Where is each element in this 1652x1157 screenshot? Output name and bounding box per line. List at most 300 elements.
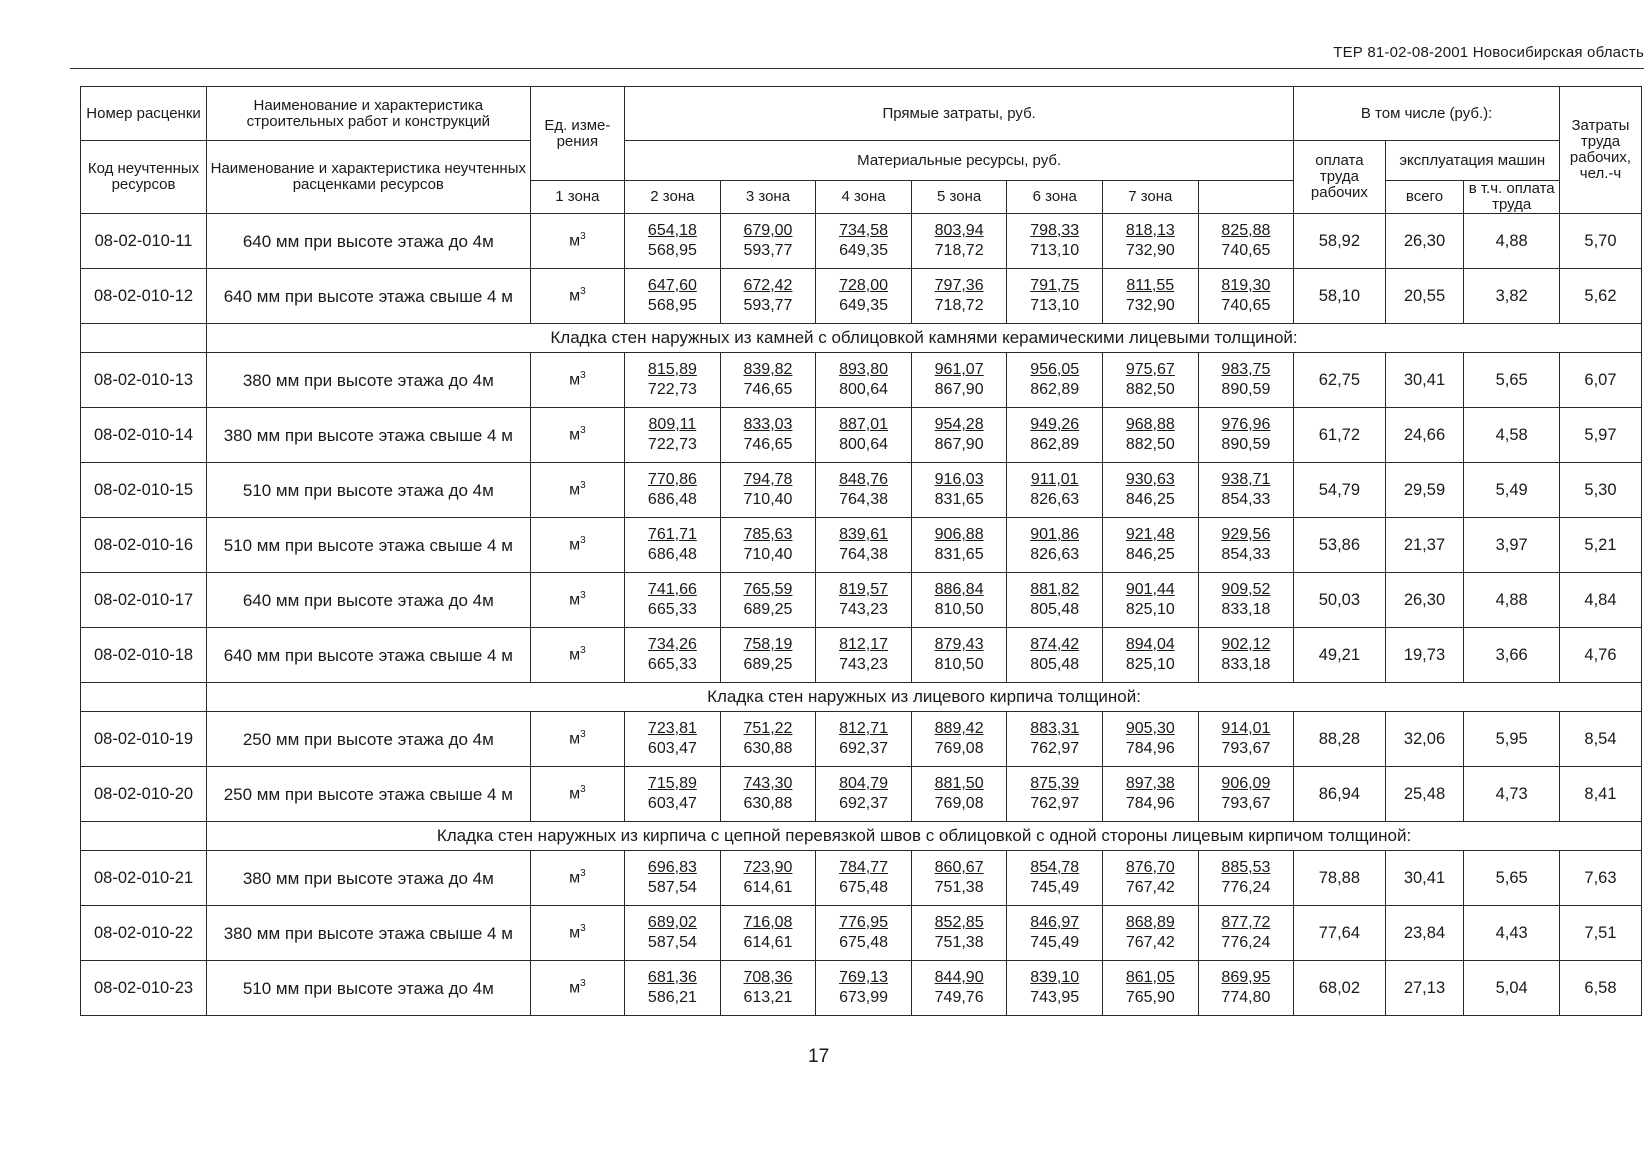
table-row — [81, 214, 1642, 269]
unit-cell — [530, 518, 625, 573]
zone-material-price: 718,72 — [934, 242, 984, 259]
zone-material-price: 713,10 — [1030, 297, 1080, 314]
zone-total-price: 961,07 — [934, 361, 984, 378]
header-labor-costs: Затраты труда рабочих, чел.-ч — [1559, 87, 1641, 214]
labor-pay: 86,94 — [1294, 767, 1385, 822]
zone-price-cell — [816, 906, 912, 961]
zone-material-price: 810,50 — [934, 601, 984, 618]
zone-material-price: 649,35 — [839, 297, 889, 314]
unit-exponent: 3 — [580, 480, 586, 492]
zone-total-price: 883,31 — [1030, 720, 1080, 737]
zone-total-price: 679,00 — [743, 222, 793, 239]
zone-material-price: 862,89 — [1030, 381, 1080, 398]
header-zone: 6 зона — [1007, 181, 1103, 214]
header-rate-number: Номер расценки — [81, 87, 207, 141]
labor-pay: 49,21 — [1294, 628, 1385, 683]
zone-price-cell — [1103, 353, 1199, 408]
zone-material-price: 665,33 — [647, 656, 697, 673]
zone-total-price: 848,76 — [839, 471, 889, 488]
zone-price-cell — [1198, 353, 1294, 408]
labor-costs: 5,30 — [1559, 463, 1641, 518]
zone-price-cell — [625, 573, 721, 628]
zone-total-price: 743,30 — [743, 775, 793, 792]
zone-total-price: 881,50 — [934, 775, 984, 792]
zone-material-price: 745,49 — [1030, 879, 1080, 896]
zone-material-price: 722,73 — [647, 436, 697, 453]
zone-total-price: 874,42 — [1030, 636, 1080, 653]
zone-total-price: 769,13 — [839, 969, 889, 986]
zone-price-cell — [911, 628, 1007, 683]
zone-material-price: 743,23 — [839, 656, 889, 673]
zone-material-price: 746,65 — [743, 436, 793, 453]
zone-material-price: 732,90 — [1125, 242, 1175, 259]
zone-material-price: 614,61 — [743, 934, 793, 951]
zone-material-price: 630,88 — [743, 795, 793, 812]
unit: м — [569, 287, 581, 305]
header-machine-total: всего — [1385, 181, 1464, 214]
zone-material-price: 722,73 — [647, 381, 697, 398]
zone-total-price: 886,84 — [934, 581, 984, 598]
zone-total-price: 909,52 — [1221, 581, 1271, 598]
machine-labor-pay: 3,66 — [1464, 628, 1560, 683]
zone-price-cell — [816, 628, 912, 683]
zone-material-price: 825,10 — [1125, 601, 1175, 618]
zone-price-cell — [1198, 906, 1294, 961]
zone-total-price: 741,66 — [647, 581, 697, 598]
machine-labor-pay: 3,82 — [1464, 269, 1560, 324]
zone-price-cell — [720, 767, 816, 822]
zone-total-price: 968,88 — [1125, 416, 1175, 433]
zone-price-cell — [1198, 269, 1294, 324]
section-header-row — [81, 683, 1642, 712]
unit: м — [569, 979, 581, 997]
zone-price-cell — [625, 353, 721, 408]
header-work-name: Наименование и характеристика строительных работ и конструкций — [207, 87, 531, 141]
zone-price-cell — [911, 851, 1007, 906]
header-zone: 5 зона — [911, 181, 1007, 214]
zone-price-cell — [1103, 851, 1199, 906]
zone-price-cell — [1103, 573, 1199, 628]
unit-exponent: 3 — [580, 535, 586, 547]
rate-code: 08-02-010-15 — [81, 463, 207, 518]
work-description: 380 мм при высоте этажа до 4м — [207, 851, 531, 906]
unit-cell — [530, 767, 625, 822]
zone-total-price: 901,86 — [1030, 526, 1080, 543]
zone-price-cell — [1103, 961, 1199, 1016]
zone-total-price: 798,33 — [1030, 222, 1080, 239]
zone-price-cell — [1103, 906, 1199, 961]
labor-pay: 78,88 — [1294, 851, 1385, 906]
unit-exponent: 3 — [580, 590, 586, 602]
work-description: 640 мм при высоте этажа до 4м — [207, 214, 531, 269]
unit-cell — [530, 961, 625, 1016]
zone-price-cell — [911, 767, 1007, 822]
zone-total-price: 819,30 — [1221, 277, 1271, 294]
zone-total-price: 815,89 — [647, 361, 697, 378]
zone-total-price: 860,67 — [934, 859, 984, 876]
rate-code: 08-02-010-16 — [81, 518, 207, 573]
machine-total: 26,30 — [1385, 214, 1464, 269]
table-row — [81, 573, 1642, 628]
table-row — [81, 353, 1642, 408]
rate-code: 08-02-010-14 — [81, 408, 207, 463]
labor-costs: 4,84 — [1559, 573, 1641, 628]
zone-price-cell — [911, 906, 1007, 961]
zone-price-cell — [720, 712, 816, 767]
zone-material-price: 846,25 — [1125, 491, 1175, 508]
zone-price-cell — [625, 408, 721, 463]
labor-pay: 54,79 — [1294, 463, 1385, 518]
zone-total-price: 921,48 — [1125, 526, 1175, 543]
machine-labor-pay: 5,95 — [1464, 712, 1560, 767]
labor-costs: 4,76 — [1559, 628, 1641, 683]
zone-price-cell — [1007, 408, 1103, 463]
zone-material-price: 769,08 — [934, 795, 984, 812]
work-description: 510 мм при высоте этажа до 4м — [207, 961, 531, 1016]
labor-pay: 62,75 — [1294, 353, 1385, 408]
zone-material-price: 710,40 — [743, 546, 793, 563]
labor-pay: 53,86 — [1294, 518, 1385, 573]
zone-material-price: 776,24 — [1221, 934, 1271, 951]
zone-price-cell — [1198, 851, 1294, 906]
zone-total-price: 672,42 — [743, 277, 793, 294]
zone-price-cell — [1007, 961, 1103, 1016]
zone-price-cell — [816, 767, 912, 822]
zone-material-price: 751,38 — [934, 879, 984, 896]
zone-price-cell — [911, 518, 1007, 573]
labor-costs: 5,97 — [1559, 408, 1641, 463]
zone-total-price: 791,75 — [1030, 277, 1080, 294]
rates-body — [81, 214, 1642, 1016]
zone-material-price: 568,95 — [647, 242, 697, 259]
table-row — [81, 767, 1642, 822]
unit-cell — [530, 463, 625, 518]
zone-total-price: 728,00 — [839, 277, 889, 294]
zone-material-price: 826,63 — [1030, 546, 1080, 563]
zone-material-price: 586,21 — [647, 989, 697, 1006]
header-direct-costs: Прямые затраты, руб. — [625, 87, 1294, 141]
zone-material-price: 751,38 — [934, 934, 984, 951]
zone-material-price: 854,33 — [1221, 491, 1271, 508]
unit-cell — [530, 269, 625, 324]
zone-material-price: 833,18 — [1221, 656, 1271, 673]
zone-total-price: 877,72 — [1221, 914, 1271, 931]
zone-price-cell — [1007, 269, 1103, 324]
zone-price-cell — [911, 961, 1007, 1016]
zone-total-price: 894,04 — [1125, 636, 1175, 653]
zone-price-cell — [816, 518, 912, 573]
zone-material-price: 774,80 — [1221, 989, 1271, 1006]
zone-material-price: 867,90 — [934, 381, 984, 398]
zone-material-price: 689,25 — [743, 601, 793, 618]
labor-pay: 58,92 — [1294, 214, 1385, 269]
zone-price-cell — [625, 628, 721, 683]
zone-material-price: 793,67 — [1221, 795, 1271, 812]
zone-price-cell — [816, 214, 912, 269]
zone-material-price: 686,48 — [647, 546, 697, 563]
zone-total-price: 976,96 — [1221, 416, 1271, 433]
unit: м — [569, 869, 581, 887]
header-machine-ops: эксплуатация машин — [1385, 141, 1559, 181]
table-row — [81, 961, 1642, 1016]
zone-total-price: 812,71 — [839, 720, 889, 737]
zone-total-price: 751,22 — [743, 720, 793, 737]
zone-price-cell — [720, 214, 816, 269]
machine-total: 23,84 — [1385, 906, 1464, 961]
zone-price-cell — [816, 851, 912, 906]
zone-total-price: 804,79 — [839, 775, 889, 792]
unit: м — [569, 481, 581, 499]
zone-material-price: 587,54 — [647, 934, 697, 951]
zone-price-cell — [1198, 463, 1294, 518]
labor-pay: 88,28 — [1294, 712, 1385, 767]
zone-material-price: 692,37 — [839, 795, 889, 812]
zone-material-price: 689,25 — [743, 656, 793, 673]
zone-price-cell — [1103, 214, 1199, 269]
unit-exponent: 3 — [580, 784, 586, 796]
unit-cell — [530, 573, 625, 628]
zone-material-price: 673,99 — [839, 989, 889, 1006]
machine-labor-pay: 5,49 — [1464, 463, 1560, 518]
zone-material-price: 764,38 — [839, 491, 889, 508]
zone-price-cell — [1007, 573, 1103, 628]
labor-costs: 5,21 — [1559, 518, 1641, 573]
zone-total-price: 861,05 — [1125, 969, 1175, 986]
work-description: 640 мм при высоте этажа до 4м — [207, 573, 531, 628]
zone-total-price: 723,81 — [647, 720, 697, 737]
unit-cell — [530, 628, 625, 683]
zone-total-price: 734,58 — [839, 222, 889, 239]
zone-price-cell — [1198, 961, 1294, 1016]
unit-exponent: 3 — [580, 645, 586, 657]
unit: м — [569, 730, 581, 748]
zone-total-price: 876,70 — [1125, 859, 1175, 876]
section-blank-cell — [81, 683, 207, 712]
zone-total-price: 885,53 — [1221, 859, 1271, 876]
work-description: 380 мм при высоте этажа до 4м — [207, 353, 531, 408]
header-zone: 2 зона — [625, 181, 721, 214]
work-description: 510 мм при высоте этажа свыше 4 м — [207, 518, 531, 573]
zone-material-price: 810,50 — [934, 656, 984, 673]
zone-total-price: 770,86 — [647, 471, 697, 488]
zone-total-price: 868,89 — [1125, 914, 1175, 931]
zone-total-price: 819,57 — [839, 581, 889, 598]
zone-price-cell — [1198, 214, 1294, 269]
zone-price-cell — [1198, 518, 1294, 573]
zone-price-cell — [1103, 463, 1199, 518]
zone-price-cell — [1103, 628, 1199, 683]
zone-material-price: 568,95 — [647, 297, 697, 314]
zone-material-price: 762,97 — [1030, 740, 1080, 757]
labor-costs: 5,70 — [1559, 214, 1641, 269]
zone-material-price: 713,10 — [1030, 242, 1080, 259]
zone-material-price: 800,64 — [839, 436, 889, 453]
zone-price-cell — [1007, 767, 1103, 822]
zone-price-cell — [625, 463, 721, 518]
zone-material-price: 784,96 — [1125, 740, 1175, 757]
zone-total-price: 956,05 — [1030, 361, 1080, 378]
machine-labor-pay: 4,58 — [1464, 408, 1560, 463]
header-material-resources: Материальные ресурсы, руб. — [625, 141, 1294, 181]
zone-material-price: 665,33 — [647, 601, 697, 618]
zone-price-cell — [720, 628, 816, 683]
zone-material-price: 854,33 — [1221, 546, 1271, 563]
zone-price-cell — [1007, 214, 1103, 269]
zone-total-price: 818,13 — [1125, 222, 1175, 239]
unit-cell — [530, 353, 625, 408]
machine-total: 20,55 — [1385, 269, 1464, 324]
zone-material-price: 890,59 — [1221, 436, 1271, 453]
unit-exponent: 3 — [580, 923, 586, 935]
header-zone: 3 зона — [720, 181, 816, 214]
table-row — [81, 408, 1642, 463]
machine-labor-pay: 4,88 — [1464, 214, 1560, 269]
zone-total-price: 889,42 — [934, 720, 984, 737]
zone-material-price: 767,42 — [1125, 879, 1175, 896]
rate-code: 08-02-010-17 — [81, 573, 207, 628]
zone-price-cell — [720, 573, 816, 628]
zone-price-cell — [1198, 767, 1294, 822]
zone-price-cell — [625, 214, 721, 269]
zone-total-price: 954,28 — [934, 416, 984, 433]
zone-material-price: 593,77 — [743, 297, 793, 314]
zone-material-price: 732,90 — [1125, 297, 1175, 314]
rate-code: 08-02-010-21 — [81, 851, 207, 906]
work-description: 510 мм при высоте этажа до 4м — [207, 463, 531, 518]
zone-total-price: 869,95 — [1221, 969, 1271, 986]
header-machine-labor: в т.ч. оплата труда — [1464, 181, 1560, 214]
section-title: Кладка стен наружных из лицевого кирпича толщиной: — [207, 683, 1642, 712]
zone-price-cell — [1007, 851, 1103, 906]
table-row — [81, 269, 1642, 324]
zone-material-price: 686,48 — [647, 491, 697, 508]
zone-total-price: 776,95 — [839, 914, 889, 931]
labor-costs: 8,41 — [1559, 767, 1641, 822]
zone-price-cell — [625, 851, 721, 906]
page-number: 17 — [808, 1046, 830, 1067]
zone-total-price: 654,18 — [647, 222, 697, 239]
zone-price-cell — [720, 353, 816, 408]
machine-total: 30,41 — [1385, 353, 1464, 408]
unit: м — [569, 785, 581, 803]
zone-price-cell — [1007, 353, 1103, 408]
unit: м — [569, 536, 581, 554]
section-title: Кладка стен наружных из камней с облицовкой камнями керамическими лицевыми толщиной: — [207, 324, 1642, 353]
zone-total-price: 839,82 — [743, 361, 793, 378]
machine-labor-pay: 5,65 — [1464, 851, 1560, 906]
rate-code: 08-02-010-23 — [81, 961, 207, 1016]
unit-cell — [530, 214, 625, 269]
section-blank-cell — [81, 324, 207, 353]
labor-costs: 8,54 — [1559, 712, 1641, 767]
zone-total-price: 983,75 — [1221, 361, 1271, 378]
zone-material-price: 826,63 — [1030, 491, 1080, 508]
zone-price-cell — [816, 408, 912, 463]
zone-total-price: 839,61 — [839, 526, 889, 543]
zone-material-price: 805,48 — [1030, 601, 1080, 618]
zone-material-price: 740,65 — [1221, 297, 1271, 314]
zone-total-price: 833,03 — [743, 416, 793, 433]
machine-total: 24,66 — [1385, 408, 1464, 463]
machine-labor-pay: 5,04 — [1464, 961, 1560, 1016]
zone-price-cell — [911, 408, 1007, 463]
labor-pay: 61,72 — [1294, 408, 1385, 463]
section-title: Кладка стен наружных из кирпича с цепной перевязкой швов с облицовкой с одной стороны лицевым кирпичом толщиной: — [207, 822, 1642, 851]
rate-code: 08-02-010-19 — [81, 712, 207, 767]
zone-total-price: 797,36 — [934, 277, 984, 294]
zone-material-price: 882,50 — [1125, 381, 1175, 398]
zone-total-price: 794,78 — [743, 471, 793, 488]
zone-price-cell — [1103, 518, 1199, 573]
zone-price-cell — [720, 463, 816, 518]
zone-price-cell — [1007, 712, 1103, 767]
zone-material-price: 867,90 — [934, 436, 984, 453]
unit-exponent: 3 — [580, 978, 586, 990]
zone-total-price: 929,56 — [1221, 526, 1271, 543]
zone-material-price: 743,95 — [1030, 989, 1080, 1006]
machine-total: 29,59 — [1385, 463, 1464, 518]
zone-total-price: 975,67 — [1125, 361, 1175, 378]
zone-total-price: 902,12 — [1221, 636, 1271, 653]
zone-total-price: 765,59 — [743, 581, 793, 598]
zone-material-price: 769,08 — [934, 740, 984, 757]
labor-costs: 6,58 — [1559, 961, 1641, 1016]
machine-total: 32,06 — [1385, 712, 1464, 767]
zone-material-price: 784,96 — [1125, 795, 1175, 812]
unit-exponent: 3 — [580, 868, 586, 880]
zone-material-price: 805,48 — [1030, 656, 1080, 673]
rates-table — [80, 86, 1642, 1016]
zone-price-cell — [1103, 408, 1199, 463]
table-row — [81, 463, 1642, 518]
zone-total-price: 761,71 — [647, 526, 697, 543]
zone-price-cell — [1198, 712, 1294, 767]
zone-total-price: 723,90 — [743, 859, 793, 876]
machine-labor-pay: 5,65 — [1464, 353, 1560, 408]
rate-code: 08-02-010-12 — [81, 269, 207, 324]
document-header: ТЕР 81-02-08-2001 Новосибирская область — [1333, 44, 1644, 61]
table-row — [81, 906, 1642, 961]
zone-price-cell — [1103, 767, 1199, 822]
zone-total-price: 897,38 — [1125, 775, 1175, 792]
zone-material-price: 603,47 — [647, 795, 697, 812]
zone-price-cell — [816, 712, 912, 767]
labor-pay: 77,64 — [1294, 906, 1385, 961]
rate-code: 08-02-010-13 — [81, 353, 207, 408]
zone-material-price: 793,67 — [1221, 740, 1271, 757]
zone-total-price: 784,77 — [839, 859, 889, 876]
machine-total: 27,13 — [1385, 961, 1464, 1016]
zone-price-cell — [625, 269, 721, 324]
zone-total-price: 846,97 — [1030, 914, 1080, 931]
zone-material-price: 740,65 — [1221, 242, 1271, 259]
zone-price-cell — [625, 712, 721, 767]
header-zone: 1 зона — [530, 181, 625, 214]
zone-total-price: 715,89 — [647, 775, 697, 792]
zone-material-price: 833,18 — [1221, 601, 1271, 618]
section-blank-cell — [81, 822, 207, 851]
zone-total-price: 844,90 — [934, 969, 984, 986]
zone-total-price: 911,01 — [1030, 471, 1079, 488]
zone-total-price: 881,82 — [1030, 581, 1080, 598]
labor-pay: 58,10 — [1294, 269, 1385, 324]
zone-material-price: 767,42 — [1125, 934, 1175, 951]
zone-total-price: 825,88 — [1221, 222, 1271, 239]
zone-total-price: 812,17 — [839, 636, 889, 653]
zone-price-cell — [720, 961, 816, 1016]
work-description: 640 мм при высоте этажа свыше 4 м — [207, 628, 531, 683]
zone-material-price: 890,59 — [1221, 381, 1271, 398]
